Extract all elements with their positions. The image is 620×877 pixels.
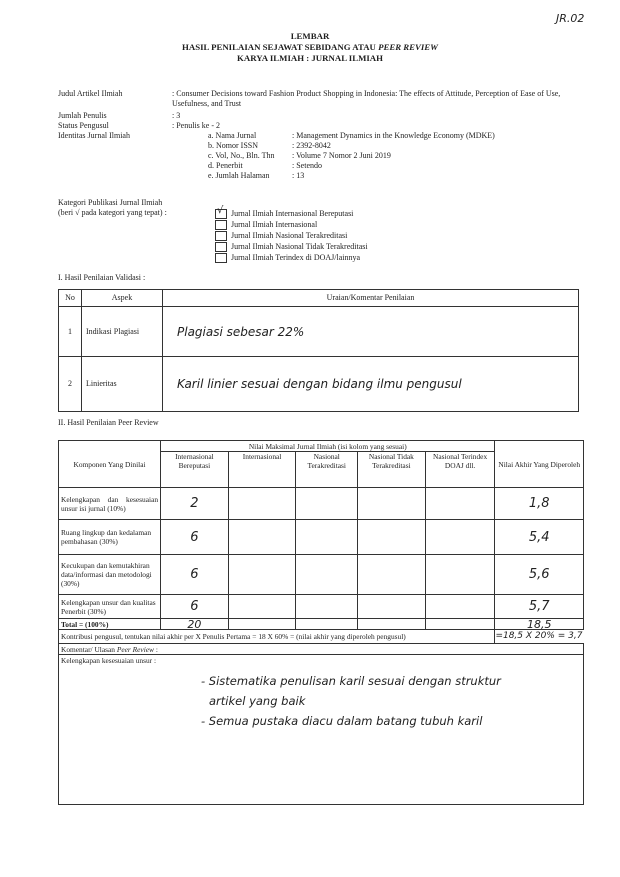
pr-empty (296, 520, 358, 555)
kategori-option (215, 252, 368, 263)
validasi-no: 2 (59, 357, 82, 412)
identitas-item (208, 141, 495, 151)
checkbox-mark: √ (217, 204, 224, 216)
pr-maks: 6 (161, 595, 229, 619)
validasi-head-row (59, 290, 579, 307)
identitas-item-value: : 2392-8042 (292, 141, 331, 150)
col-no: No (59, 290, 82, 307)
pr-head-col: Internasional (228, 452, 296, 488)
pr-empty (228, 555, 296, 595)
kategori-option (215, 204, 368, 219)
pr-empty (228, 619, 296, 630)
pr-empty (296, 488, 358, 520)
pr-empty (296, 619, 358, 630)
pr-kontribusi-value: =18,5 X 20% = 3,7 (495, 630, 584, 644)
kategori-label: Kategori Publikasi Jurnal Ilmiah (58, 198, 163, 207)
kategori-option-label: Jurnal Ilmiah Terindex di DOAJ/lainnya (231, 252, 361, 262)
pr-akhir: 5,7 (495, 595, 584, 619)
pr-komentar-handwriting (61, 671, 581, 731)
checkbox[interactable] (215, 253, 227, 263)
pr-kontribusi-label: Kontribusi pengusul, tentukan nilai akhir per X Penulis Pertama = 18 X 60% = (nilai akhir yang diperoleh pengusul) (59, 630, 495, 644)
pr-empty (358, 555, 426, 595)
peer-review-table (58, 440, 584, 805)
identitas-item (208, 151, 495, 161)
pr-empty (425, 520, 495, 555)
identitas-item (208, 161, 495, 171)
identitas-list (208, 131, 495, 181)
pr-row (59, 488, 584, 520)
pr-empty (425, 488, 495, 520)
judul-label: Judul Artikel Ilmiah (58, 89, 123, 98)
kategori-option (215, 219, 368, 230)
pr-empty (358, 488, 426, 520)
pr-empty (425, 619, 495, 630)
pr-total-akhir: 18,5 (495, 619, 584, 630)
pr-komentar-body (59, 655, 584, 805)
validasi-row (59, 307, 579, 357)
section1-title: I. Hasil Penilaian Validasi : (58, 273, 146, 282)
identitas-item-value: : Volume 7 Nomor 2 Juni 2019 (292, 151, 391, 160)
checkbox[interactable] (215, 242, 227, 252)
doc-title-line2 (0, 42, 620, 52)
pr-empty (228, 520, 296, 555)
jumlah-label: Jumlah Penulis (58, 111, 107, 120)
pr-komponen: Kecukupan dan kemutakhiran data/informasi dan metodologi (30%) (59, 555, 161, 595)
validasi-table (58, 289, 579, 412)
identitas-item-value: : Setendo (292, 161, 322, 170)
pr-row (59, 555, 584, 595)
identitas-item-value: : Management Dynamics in the Knowledge Economy (MDKE) (292, 131, 495, 140)
pr-akhir: 5,4 (495, 520, 584, 555)
pr-empty (296, 555, 358, 595)
jumlah-value: : 3 (172, 111, 181, 120)
identitas-item (208, 171, 495, 181)
identitas-label: Identitas Jurnal Ilmiah (58, 131, 130, 140)
kategori-hint: (beri √ pada kategori yang tepat) : (58, 208, 167, 217)
identitas-item (208, 131, 495, 141)
col-uraian: Uraian/Komentar Penilaian (163, 290, 579, 307)
identitas-item-value: : 13 (292, 171, 305, 180)
validasi-aspek: Linieritas (82, 357, 163, 412)
pr-empty (358, 520, 426, 555)
pr-komponen: Kelengkapan dan kesesuaian unsur isi jurnal (10%) (59, 488, 161, 520)
checkbox[interactable] (215, 231, 227, 241)
pr-row (59, 520, 584, 555)
pr-komponen: Ruang lingkup dan kedalaman pembahasan (30%) (59, 520, 161, 555)
kategori-options (215, 204, 368, 263)
col-aspek: Aspek (82, 290, 163, 307)
pr-empty (296, 595, 358, 619)
validasi-komentar: Plagiasi sebesar 22% (163, 307, 579, 357)
identitas-item-label: c. Vol, No., Bln. Thn (208, 151, 275, 160)
validasi-aspek: Indikasi Plagiasi (82, 307, 163, 357)
validasi-no: 1 (59, 307, 82, 357)
pr-head-row1 (59, 441, 584, 452)
pr-komentar-line: - Sistematika penulisan karil sesuai dengan struktur (201, 674, 501, 688)
pr-akhir: 5,6 (495, 555, 584, 595)
doc-title-line3: KARYA ILMIAH : JURNAL ILMIAH (237, 53, 383, 63)
pr-maks: 2 (161, 488, 229, 520)
kategori-option-label: Jurnal Ilmiah Internasional Bereputasi (231, 208, 354, 218)
kategori-option (215, 230, 368, 241)
judul-value: : Consumer Decisions toward Fashion Product Shopping in Indonesia: The effects of Attitude, Perception of Ease of Use, Usefulness, and Trust (172, 89, 561, 108)
pr-komentar-label-text: Komentar/ Ulasan (61, 644, 117, 654)
pr-empty (358, 619, 426, 630)
pr-komentar-label (59, 644, 584, 655)
doc-title-line2-text: HASIL PENILAIAN SEJAWAT SEBIDANG ATAU (182, 42, 379, 52)
status-value: : Penulis ke - 2 (172, 121, 220, 130)
corner-note: JR.02 (556, 12, 585, 25)
pr-komentar-line: artikel yang baik (209, 694, 306, 708)
pr-head-komponen: Komponen Yang Dinilai (59, 441, 161, 488)
validasi-row (59, 357, 579, 412)
checkbox[interactable] (215, 220, 227, 230)
pr-komentar-head-row (59, 644, 584, 655)
status-label: Status Pengusul (58, 121, 109, 130)
pr-komentar-item-label: Kelengkapan kesesuaian unsur : (61, 656, 157, 665)
identitas-item-label: b. Nomor ISSN (208, 141, 259, 150)
pr-empty (228, 488, 296, 520)
kategori-option-label: Jurnal Ilmiah Nasional Terakreditasi (231, 230, 348, 240)
kategori-option (215, 241, 368, 252)
pr-row (59, 595, 584, 619)
pr-head-col: Nasional Terindex DOAJ dll. (425, 452, 495, 488)
pr-head-col: Internasional Bereputasi (161, 452, 229, 488)
pr-komentar-body-row (59, 655, 584, 805)
pr-total-maks: 20 (161, 619, 229, 630)
kategori-option-label: Jurnal Ilmiah Nasional Tidak Terakreditasi (231, 241, 368, 251)
pr-empty (228, 595, 296, 619)
pr-head-nilai-akhir: Nilai Akhir Yang Diperoleh (495, 441, 584, 488)
identitas-item-label: d. Penerbit (208, 161, 243, 170)
checkbox-checked[interactable] (215, 204, 227, 219)
pr-komentar-line: - Semua pustaka diacu dalam batang tubuh karil (201, 714, 483, 728)
pr-maks: 6 (161, 555, 229, 595)
kategori-option-label: Jurnal Ilmiah Internasional (231, 219, 318, 229)
pr-head-col: Nasional Tidak Terakreditasi (358, 452, 426, 488)
pr-akhir: 1,8 (495, 488, 584, 520)
identitas-item-label: a. Nama Jurnal (208, 131, 257, 140)
validasi-komentar: Karil linier sesuai dengan bidang ilmu pengusul (163, 357, 579, 412)
pr-total-label: Total = (100%) (59, 619, 161, 630)
pr-komponen: Kelengkapan unsur dan kualitas Penerbit (30%) (59, 595, 161, 619)
pr-maks: 6 (161, 520, 229, 555)
pr-kontribusi-row (59, 630, 584, 644)
pr-total-row (59, 619, 584, 630)
pr-komentar-label-italic: Peer Review (116, 644, 154, 654)
section2-title: II. Hasil Penilaian Peer Review (58, 418, 159, 427)
doc-title-line2-italic: PEER REVIEW (378, 42, 438, 52)
pr-head-nilai-maks: Nilai Maksimal Jurnal Ilmiah (isi kolom yang sesuai) (161, 441, 495, 452)
identitas-item-label: e. Jumlah Halaman (208, 171, 270, 180)
pr-empty (358, 595, 426, 619)
pr-komentar-label-suffix: : (153, 644, 158, 654)
pr-empty (425, 555, 495, 595)
pr-head-col: Nasional Terakreditasi (296, 452, 358, 488)
pr-empty (425, 595, 495, 619)
doc-title-line1: LEMBAR (290, 31, 330, 41)
